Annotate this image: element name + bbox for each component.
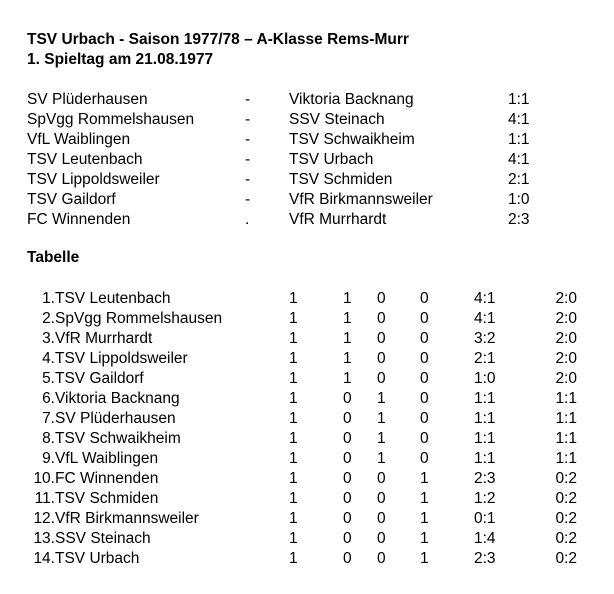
draws: 0: [377, 290, 386, 307]
rank: 1.: [42, 290, 55, 307]
wins: 1: [343, 330, 352, 347]
losses: 0: [420, 350, 429, 367]
points: 1:1: [555, 450, 577, 467]
match-score: 2:1: [508, 171, 530, 188]
games-played: 1: [289, 330, 298, 347]
table-row: [27, 309, 587, 329]
away-team: SSV Steinach: [289, 111, 385, 128]
rank: 13.: [33, 530, 55, 547]
games-played: 1: [289, 410, 298, 427]
points: 0:2: [555, 550, 577, 567]
rank: 3.: [42, 330, 55, 347]
goal-ratio: 1:2: [474, 490, 496, 507]
away-team: VfR Murrhardt: [289, 211, 387, 228]
draws: 0: [377, 530, 386, 547]
games-played: 1: [289, 370, 298, 387]
points: 1:1: [555, 390, 577, 407]
rank: 2.: [42, 310, 55, 327]
goal-ratio: 3:2: [474, 330, 496, 347]
match-separator: -: [245, 151, 251, 168]
rank: 4.: [42, 350, 55, 367]
home-team: VfL Waiblingen: [27, 131, 131, 148]
points: 0:2: [555, 530, 577, 547]
goal-ratio: 2:1: [474, 350, 496, 367]
table-row: [27, 369, 587, 389]
goal-ratio: 1:1: [474, 410, 496, 427]
home-team: SV Plüderhausen: [27, 91, 148, 108]
losses: 0: [420, 370, 429, 387]
away-team: TSV Schwaikheim: [289, 131, 415, 148]
table-row: [27, 449, 587, 469]
draws: 0: [377, 550, 386, 567]
match-row: [27, 110, 587, 130]
match-score: 1:0: [508, 191, 530, 208]
team-name: TSV Lippoldsweiler: [55, 350, 188, 367]
losses: 1: [420, 530, 429, 547]
games-played: 1: [289, 550, 298, 567]
team-name: SpVgg Rommelshausen: [55, 310, 223, 327]
draws: 1: [377, 410, 386, 427]
rank: 11.: [34, 490, 55, 507]
rank: 5.: [42, 370, 55, 387]
points: 2:0: [555, 330, 577, 347]
points: 2:0: [555, 290, 577, 307]
team-name: TSV Urbach: [55, 550, 140, 567]
games-played: 1: [289, 530, 298, 547]
team-name: FC Winnenden: [55, 470, 159, 487]
goal-ratio: 1:1: [474, 390, 496, 407]
match-score: 4:1: [508, 151, 530, 168]
table-row: [27, 549, 587, 569]
match-score: 4:1: [508, 111, 530, 128]
goal-ratio: 4:1: [474, 290, 496, 307]
table-row: [27, 429, 587, 449]
match-row: [27, 190, 587, 210]
wins: 0: [343, 530, 352, 547]
draws: 1: [377, 450, 386, 467]
draws: 0: [377, 310, 386, 327]
draws: 1: [377, 430, 386, 447]
table-row: [27, 349, 587, 369]
losses: 1: [420, 510, 429, 527]
match-row: [27, 170, 587, 190]
games-played: 1: [289, 350, 298, 367]
match-score: 1:1: [508, 91, 530, 108]
losses: 0: [420, 390, 429, 407]
games-played: 1: [289, 310, 298, 327]
wins: 0: [343, 390, 352, 407]
table-row: [27, 489, 587, 509]
team-name: VfR Birkmannsweiler: [55, 510, 199, 527]
goal-ratio: 1:4: [474, 530, 496, 547]
points: 2:0: [555, 370, 577, 387]
away-team: VfR Birkmannsweiler: [289, 191, 433, 208]
table-row: [27, 529, 587, 549]
team-name: TSV Gaildorf: [55, 370, 144, 387]
team-name: SV Plüderhausen: [55, 410, 176, 427]
losses: 0: [420, 430, 429, 447]
losses: 0: [420, 310, 429, 327]
match-separator: -: [245, 91, 251, 108]
wins: 0: [343, 450, 352, 467]
draws: 0: [377, 470, 386, 487]
match-score: 2:3: [508, 211, 530, 228]
points: 1:1: [555, 410, 577, 427]
match-row: [27, 150, 587, 170]
draws: 0: [377, 510, 386, 527]
goal-ratio: 0:1: [474, 510, 496, 527]
match-score: 1:1: [508, 131, 530, 148]
match-row: [27, 90, 587, 110]
team-name: SSV Steinach: [55, 530, 151, 547]
away-team: TSV Schmiden: [289, 171, 393, 188]
away-team: TSV Urbach: [289, 151, 374, 168]
team-name: TSV Schmiden: [55, 490, 159, 507]
team-name: Viktoria Backnang: [55, 390, 180, 407]
goal-ratio: 4:1: [474, 310, 496, 327]
rank: 9.: [42, 450, 55, 467]
games-played: 1: [289, 470, 298, 487]
games-played: 1: [289, 510, 298, 527]
wins: 1: [343, 350, 352, 367]
wins: 0: [343, 470, 352, 487]
goal-ratio: 2:3: [474, 550, 496, 567]
games-played: 1: [289, 490, 298, 507]
games-played: 1: [289, 290, 298, 307]
losses: 0: [420, 330, 429, 347]
rank: 7.: [42, 410, 55, 427]
match-row: [27, 130, 587, 150]
match-separator: -: [245, 111, 251, 128]
table-heading: Tabelle: [27, 249, 80, 266]
home-team: TSV Leutenbach: [27, 151, 143, 168]
team-name: VfL Waiblingen: [55, 450, 159, 467]
match-separator: .: [245, 211, 250, 228]
table-row: [27, 389, 587, 409]
wins: 1: [343, 290, 352, 307]
home-team: TSV Gaildorf: [27, 191, 116, 208]
points: 0:2: [555, 490, 577, 507]
match-separator: -: [245, 191, 251, 208]
losses: 1: [420, 550, 429, 567]
rank: 8.: [42, 430, 55, 447]
goal-ratio: 1:1: [474, 450, 496, 467]
draws: 0: [377, 370, 386, 387]
home-team: TSV Lippoldsweiler: [27, 171, 160, 188]
draws: 0: [377, 490, 386, 507]
losses: 0: [420, 410, 429, 427]
losses: 0: [420, 290, 429, 307]
games-played: 1: [289, 450, 298, 467]
points: 0:2: [555, 470, 577, 487]
points: 0:2: [555, 510, 577, 527]
games-played: 1: [289, 430, 298, 447]
wins: 0: [343, 430, 352, 447]
document-title: TSV Urbach - Saison 1977/78 – A-Klasse Rems-Murr: [27, 31, 409, 48]
points: 1:1: [555, 430, 577, 447]
table-row: [27, 329, 587, 349]
wins: 0: [343, 490, 352, 507]
draws: 1: [377, 390, 386, 407]
standings-table: [27, 289, 587, 569]
table-row: [27, 289, 587, 309]
wins: 1: [343, 370, 352, 387]
team-name: TSV Leutenbach: [55, 290, 171, 307]
table-row: [27, 409, 587, 429]
losses: 0: [420, 450, 429, 467]
goal-ratio: 2:3: [474, 470, 496, 487]
matchday-subtitle: 1. Spieltag am 21.08.1977: [27, 51, 214, 68]
match-row: [27, 210, 587, 230]
wins: 1: [343, 310, 352, 327]
goal-ratio: 1:1: [474, 430, 496, 447]
match-results: [27, 90, 587, 230]
draws: 0: [377, 350, 386, 367]
rank: 12.: [33, 510, 55, 527]
goal-ratio: 1:0: [474, 370, 496, 387]
wins: 0: [343, 410, 352, 427]
points: 2:0: [555, 350, 577, 367]
home-team: FC Winnenden: [27, 211, 131, 228]
team-name: VfR Murrhardt: [55, 330, 153, 347]
rank: 14.: [33, 550, 55, 567]
match-separator: -: [245, 131, 251, 148]
rank: 10.: [33, 470, 55, 487]
rank: 6.: [42, 390, 55, 407]
home-team: SpVgg Rommelshausen: [27, 111, 195, 128]
table-row: [27, 469, 587, 489]
wins: 0: [343, 510, 352, 527]
points: 2:0: [555, 310, 577, 327]
wins: 0: [343, 550, 352, 567]
away-team: Viktoria Backnang: [289, 91, 414, 108]
table-row: [27, 509, 587, 529]
losses: 1: [420, 470, 429, 487]
losses: 1: [420, 490, 429, 507]
games-played: 1: [289, 390, 298, 407]
team-name: TSV Schwaikheim: [55, 430, 181, 447]
draws: 0: [377, 330, 386, 347]
match-separator: -: [245, 171, 251, 188]
